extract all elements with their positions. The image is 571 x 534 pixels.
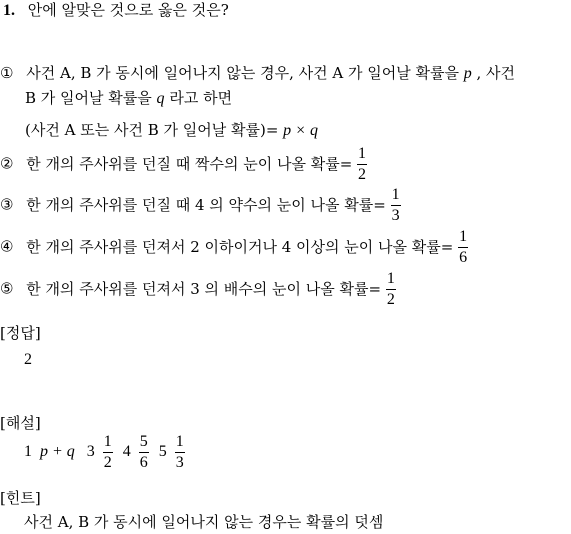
- option-2-numerator: 1: [358, 145, 367, 162]
- option-1-text-a: 사건 A, B 가 동시에 일어나지 않는 경우, 사건 A 가 일어날 확률을: [26, 64, 459, 82]
- option-5-numerator: 1: [386, 270, 395, 287]
- option-2-marker: ②: [0, 154, 14, 173]
- explanation-item-4-numerator: 1: [175, 433, 184, 450]
- explanation-item-3-fraction: [139, 434, 149, 471]
- explanation-item-3-denominator: 6: [139, 454, 148, 471]
- explanation-item-1-expr: p + q: [40, 443, 75, 461]
- question-prompt: 안에 알맞은 것으로 옳은 것은?: [27, 1, 229, 19]
- option-3-fraction: [391, 187, 401, 224]
- explanation-item-2-number: 3: [86, 443, 95, 461]
- option-1-line1: [0, 66, 515, 82]
- hint-text: 사건 A, B 가 동시에 일어나지 않는 경우는 확률의 덧셈: [24, 513, 384, 531]
- option-1-text-b: , 사건: [476, 64, 516, 82]
- option-1-var-p: p: [463, 65, 472, 82]
- option-4-marker: ④: [0, 237, 14, 256]
- option-5-fraction: [386, 271, 396, 308]
- option-4-text: 한 개의 주사위를 던져서 2 이하이거나 4 이상의 눈이 나올 확률=: [26, 237, 454, 256]
- option-1-line2: [25, 91, 232, 107]
- explanation-item-2-numerator: 1: [103, 433, 112, 450]
- option-5-denominator: 2: [386, 291, 395, 308]
- option-2: [0, 146, 367, 183]
- option-1-line3-a: (사건 A 또는 사건 B 가 일어날 확률)=: [25, 121, 279, 139]
- option-4: [0, 229, 468, 266]
- hint-label: [힌트]: [0, 489, 41, 507]
- option-4-fraction: [458, 229, 468, 266]
- explanation-item-1-number: 1: [24, 443, 32, 461]
- option-5-marker: ⑤: [0, 279, 14, 298]
- option-4-denominator: 6: [459, 249, 468, 266]
- option-3-text: 한 개의 주사위를 던질 때 4 의 약수의 눈이 나올 확률=: [26, 195, 386, 214]
- option-4-numerator: 1: [459, 228, 468, 245]
- answer-value: 2: [24, 351, 32, 368]
- explanation-label: [해설]: [0, 414, 41, 432]
- explanation-item-4-number: 5: [158, 443, 167, 461]
- option-1-line3-expr: p × q: [283, 122, 318, 139]
- option-3-marker: ③: [0, 195, 14, 214]
- explanation-item-4-denominator: 3: [175, 454, 184, 471]
- option-2-text: 한 개의 주사위를 던질 때 짝수의 눈이 나올 확률=: [26, 154, 353, 173]
- option-3-numerator: 1: [391, 186, 400, 203]
- option-5-text: 한 개의 주사위를 던져서 3 의 배수의 눈이 나올 확률=: [26, 279, 382, 298]
- option-1-var-q: q: [156, 90, 165, 107]
- option-3-denominator: 3: [391, 207, 400, 224]
- question-header: [3, 3, 229, 19]
- explanation-items: [24, 434, 185, 471]
- explanation-item-2-denominator: 2: [103, 454, 112, 471]
- option-1-line3: [25, 123, 318, 139]
- option-1-line2-a: B 가 일어날 확률을: [25, 89, 152, 107]
- explanation-item-3-number: 4: [122, 443, 131, 461]
- option-1-line2-b: 라고 하면: [169, 89, 233, 107]
- option-2-fraction: [357, 146, 367, 183]
- explanation-item-3-numerator: 5: [139, 433, 148, 450]
- question-number: 1.: [3, 2, 15, 19]
- option-3: [0, 187, 401, 224]
- option-5: [0, 271, 396, 308]
- explanation-item-4-fraction: [175, 434, 185, 471]
- answer-label: [정답]: [0, 324, 41, 342]
- option-1-marker: ①: [0, 64, 14, 82]
- explanation-item-2-fraction: [103, 434, 113, 471]
- option-2-denominator: 2: [358, 166, 367, 183]
